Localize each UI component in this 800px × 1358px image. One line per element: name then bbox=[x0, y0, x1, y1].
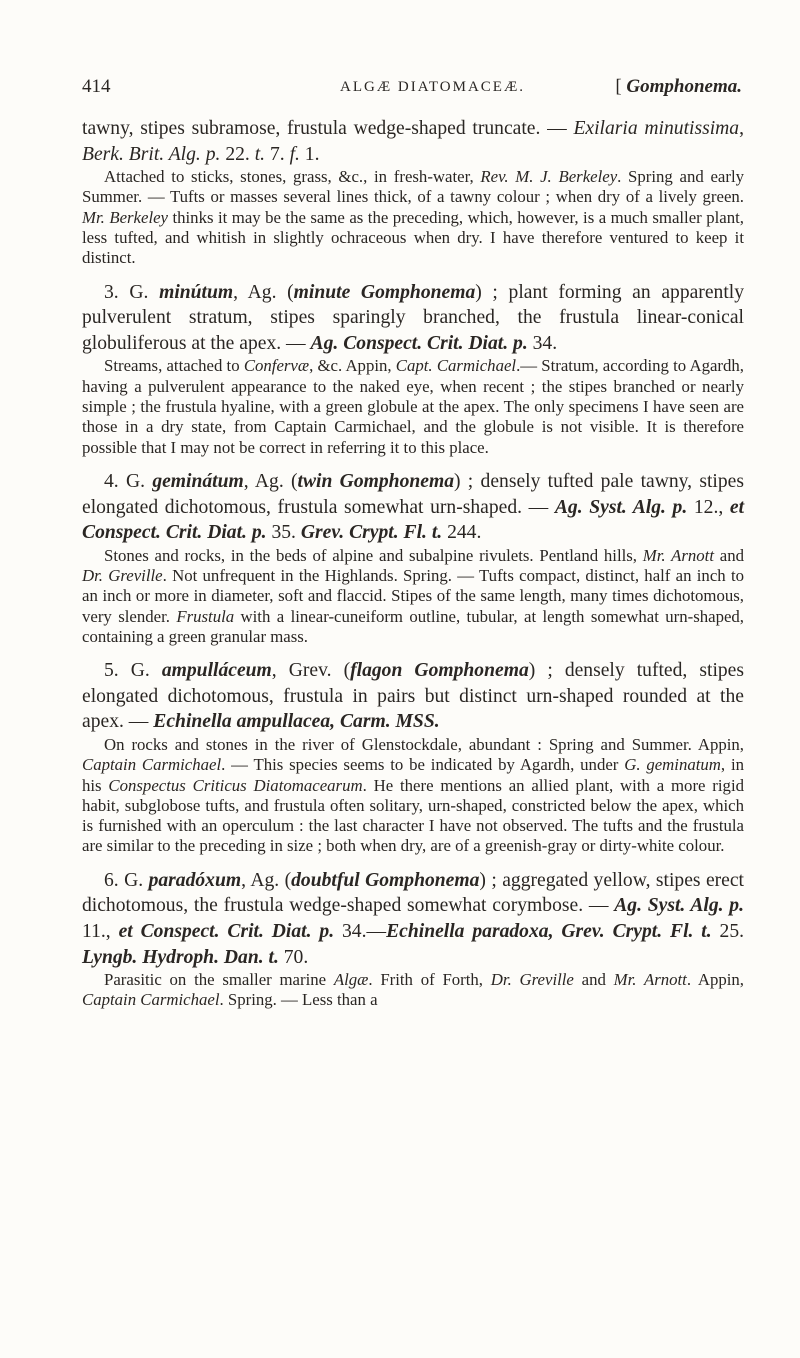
emphasis: Diat. p. bbox=[271, 920, 335, 942]
emphasis: doubtful Gomphonema bbox=[291, 869, 480, 891]
italic-text: Exilaria minutissima bbox=[573, 118, 740, 139]
species-entry: 4. G. geminátum, Ag. (twin Gomphonema) ; densely tufted pale tawny, stipes elongated dichotomous, frustula somewhat urn-shaped. — Ag. Syst. Alg. p. 12., et Conspect. Crit. Diat. p. 35. Grev. Crypt. Fl. t. 244. bbox=[82, 470, 745, 544]
running-title: ALGÆ DIATOMACEÆ. bbox=[340, 79, 526, 95]
emphasis: Echinella paradoxa, Grev. Crypt. Fl. t. bbox=[386, 920, 712, 942]
emphasis: Ag. Syst. Alg. p. bbox=[614, 895, 744, 917]
italic-text: t. bbox=[254, 143, 266, 165]
species-entry: 6. G. paradóxum, Ag. (doubtful Gomphonema) ; aggregated yellow, stipes erect dichotomous, the frustula wedge-shaped somewhat corymbose. — Ag. Syst. Alg. p. 11., et Conspect. Crit. Diat. p. 34.—Echinella paradoxa, Grev. Crypt. Fl. t. 25. Lyngb. Hydroph. Dan. t. 70. bbox=[82, 869, 745, 968]
emphasis: Ag. Conspect. Crit. Diat. p. bbox=[310, 332, 528, 354]
italic-text: Algæ bbox=[333, 970, 369, 990]
italic-text: Frustula bbox=[176, 606, 235, 626]
page-number: 414 bbox=[82, 76, 111, 97]
species-entry: 3. G. minútum, Ag. (minute Gomphonema) ; plant forming an apparently pulverulent stratum, stipes sparingly branched, the frustula linear-conical globuliferous at the apex. — Ag. Conspect. Crit. Diat. p. 34. bbox=[82, 281, 745, 354]
italic-text: Berk. Brit. Alg. p. bbox=[82, 143, 221, 165]
italic-text: Confervæ bbox=[243, 356, 310, 376]
italic-text: Captain Carmichael bbox=[82, 755, 222, 775]
emphasis: minute Gomphonema bbox=[293, 281, 476, 303]
emphasis: Carm. MSS. bbox=[339, 711, 440, 733]
italic-text: Mr. Berkeley bbox=[82, 207, 168, 227]
emphasis: minútum bbox=[159, 281, 234, 303]
species-entry: 5. G. ampulláceum, Grev. (flagon Gomphonema) ; densely tufted, stipes elongated dichotomous, frustula in pairs but distinct urn-shaped rounded at the apex. — Echinella ampullacea, Carm. MSS. bbox=[82, 660, 745, 733]
genus-heading: [ Gomphonema. bbox=[615, 76, 742, 97]
italic-text: Dr. Greville bbox=[82, 566, 163, 586]
paragraph: On rocks and stones in the river of Glenstockdale, abundant : Spring and Summer. Appin, Captain Carmichael. — This species seems to be indicated by Agardh, under G. geminatum, in his Conspectus Criticus Diatomacearum. He there mentions an allied plant, with a more rigid habit, subglobose tufts, and frustula often solitary, urn-shaped, constricted below the apex, which is furnished with an operculum : the last character I have not observed. The tufts and the frustula are similar to the preceding in size ; both when dry, are of a greenish-gray or dirty-white colour. bbox=[82, 734, 744, 856]
italic-text: Mr. Arnott bbox=[642, 545, 714, 565]
page-body bbox=[82, 116, 744, 1011]
italic-text: Capt. Carmichael bbox=[395, 356, 517, 376]
italic-text: Captain Carmichael bbox=[82, 990, 220, 1010]
paragraph: Streams, attached to Confervæ, &c. Appin, Capt. Carmichael.— Stratum, according to Agardh, having a pulverulent appearance to the naked eye, when recent ; the stipes branched or nearly simple ; the frustula hyaline, with a green globule at the apex. The only specimens I have seen are those in a dry state, from Captain Carmichael, and the globule is not visible. It is therefore possible that I may not be correct in referring it to this place. bbox=[82, 356, 744, 457]
emphasis: p. bbox=[251, 522, 267, 544]
emphasis: Ag. Syst. Alg. p. bbox=[554, 496, 688, 518]
italic-text: Dr. Greville bbox=[490, 970, 574, 990]
italic-text: Rev. M. J. Berkeley bbox=[480, 167, 618, 187]
paragraph: tawny, stipes subramose, frustula wedge-shaped truncate. — Exilaria minutissima, Berk. Brit. Alg. p. 22. t. 7. f. 1. bbox=[82, 118, 744, 165]
emphasis: flagon Gomphonema bbox=[350, 660, 529, 682]
paragraph: Stones and rocks, in the beds of alpine and subalpine rivulets. Pentland hills, Mr. Arnott and Dr. Greville. Not unfrequent in the Highlands. Spring. — Tufts compact, distinct, half an inch to an inch or more in diameter, soft and flaccid. Stipes of the same length, many times dichotomous, very slender. Frustula with a linear-cuneiform outline, tubular, at length somewhat urn-shaped, containing a green granular mass. bbox=[82, 545, 745, 646]
italic-text: f. bbox=[289, 143, 300, 165]
running-header bbox=[82, 76, 742, 106]
emphasis: ampulláceum bbox=[161, 660, 272, 682]
genus-name: Gomphonema. bbox=[626, 76, 742, 97]
italic-text: G. geminatum bbox=[624, 755, 721, 775]
emphasis: Echinella ampullacea, bbox=[153, 711, 336, 733]
emphasis: twin Gomphonema bbox=[297, 470, 454, 492]
emphasis: geminátum bbox=[152, 470, 244, 492]
emphasis: et Conspect. Crit. Diat. bbox=[82, 496, 745, 544]
emphasis: Grev. Crypt. Fl. t. bbox=[300, 522, 443, 544]
emphasis: Lyngb. Hydroph. Dan. t. bbox=[82, 946, 279, 968]
emphasis: paradóxum bbox=[148, 869, 242, 891]
emphasis: et Conspect. Crit. bbox=[118, 920, 264, 942]
italic-text: Mr. Arnott bbox=[613, 970, 687, 990]
italic-text: Conspectus Criticus Diatomacearum bbox=[108, 775, 363, 795]
paragraph: Parasitic on the smaller marine Algæ. Frith of Forth, Dr. Greville and Mr. Arnott. Appin, Captain Carmichael. Spring. — Less than a bbox=[82, 970, 745, 1010]
paragraph: Attached to sticks, stones, grass, &c., in fresh-water, Rev. M. J. Berkeley. Spring and early Summer. — Tufts or masses several lines thick, of a tawny colour ; when dry of a lively green. Mr. Berkeley thinks it may be the same as the preceding, which, however, is a much smaller plant, less tufted, and whitish in slightly ochraceous when dry. I have therefore ventured to keep it distinct. bbox=[82, 167, 745, 268]
